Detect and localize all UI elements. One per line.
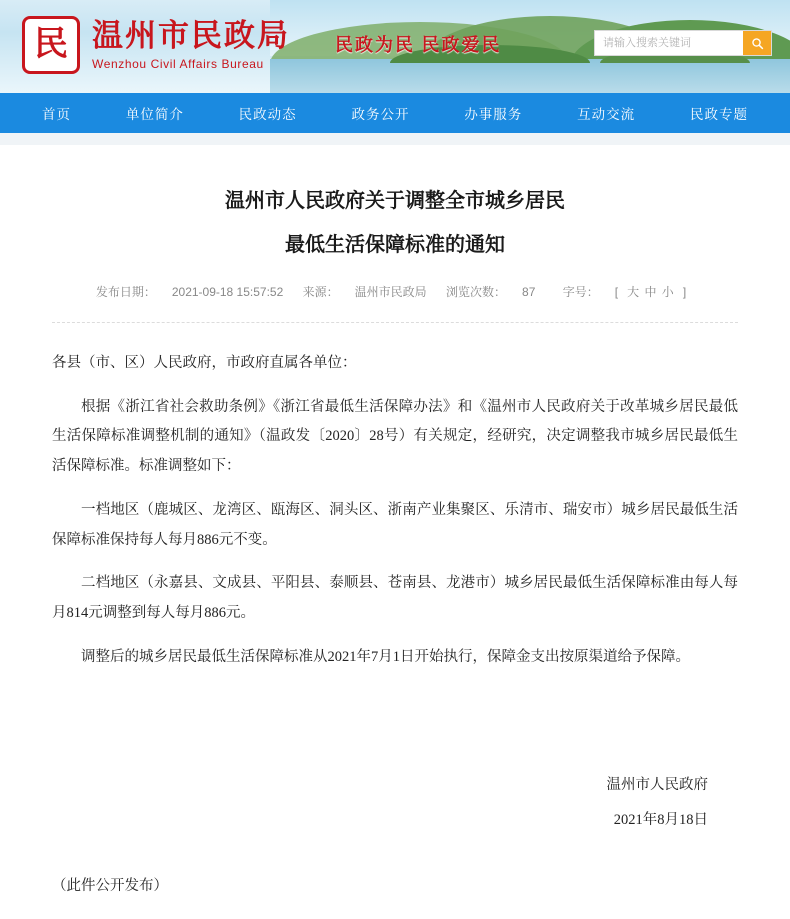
article-paragraph-salutation: 各县（市、区）人民政府，市政府直属各单位： bbox=[52, 355, 357, 371]
signature-date: 2021年8月18日 bbox=[613, 812, 708, 829]
meta-divider bbox=[52, 322, 738, 323]
font-size-bracket-open: [ bbox=[614, 285, 619, 299]
nav-item-about[interactable]: 单位简介 bbox=[125, 107, 184, 122]
emblem-glyph: 民 bbox=[34, 26, 68, 63]
nav-item-news[interactable]: 民政动态 bbox=[238, 107, 297, 122]
article-paragraph-basis: 根据《浙江省社会救助条例》《浙江省最低生活保障办法》和《温州市人民政府关于改革城乡居民最低生活保障标准调整机制的通知》（温政发〔2020〕28号）有关规定，经研究，决定调整我市城乡居民最低生活保障标准。标准调整如下： bbox=[52, 398, 738, 475]
civil-affairs-emblem-icon bbox=[22, 16, 80, 74]
article-paragraph-tier-2: 二档地区（永嘉县、文成县、平阳县、泰顺县、苍南县、龙港市）城乡居民最低生活保障标准由每人每月814元调整到每人每月886元。 bbox=[52, 575, 738, 622]
logo-title-cn: 温州市民政局 bbox=[92, 18, 290, 54]
source-label: 来源： bbox=[302, 285, 339, 299]
search-box[interactable] bbox=[594, 30, 772, 56]
search-input[interactable] bbox=[595, 31, 743, 55]
font-size-bracket-close: ] bbox=[682, 285, 687, 299]
search-button[interactable] bbox=[743, 31, 771, 55]
logo-text-block bbox=[92, 19, 290, 70]
views-count: 87 bbox=[522, 285, 536, 299]
article-content bbox=[52, 349, 738, 672]
article-paragraph-effective-date: 调整后的城乡居民最低生活保障标准从2021年7月1日开始执行，保障金支出按原渠道给予保障。 bbox=[81, 648, 690, 665]
nav-item-services[interactable]: 办事服务 bbox=[464, 107, 523, 122]
page-title bbox=[52, 179, 738, 267]
nav-item-disclosure[interactable]: 政务公开 bbox=[351, 107, 410, 122]
article-signature-block bbox=[52, 768, 738, 838]
header-slogan: 民政为民 民政爱民 bbox=[335, 35, 502, 55]
nav-item-topics[interactable]: 民政专题 bbox=[689, 107, 748, 122]
page-title-line-2: 最低生活保障标准的通知 bbox=[285, 234, 505, 256]
font-size-label: 字号： bbox=[562, 285, 599, 299]
font-size-large-button[interactable]: 大 bbox=[627, 285, 640, 299]
site-logo[interactable] bbox=[22, 16, 290, 74]
search-icon bbox=[751, 37, 764, 50]
page-body bbox=[0, 133, 790, 919]
publish-date-label: 发布日期： bbox=[95, 285, 156, 299]
page-title-line-1: 温州市人民政府关于调整全市城乡居民 bbox=[225, 190, 565, 212]
nav-item-interaction[interactable]: 互动交流 bbox=[577, 107, 636, 122]
nav-item-home[interactable]: 首页 bbox=[42, 107, 71, 122]
source-value: 温州市民政局 bbox=[354, 285, 427, 299]
logo-title-en: Wenzhou Civil Affairs Bureau bbox=[92, 56, 264, 71]
article-meta bbox=[52, 283, 738, 300]
publish-date-value: 2021-09-18 15:57:52 bbox=[171, 285, 284, 299]
font-size-small-button[interactable]: 小 bbox=[661, 285, 674, 299]
font-size-control[interactable] bbox=[555, 285, 694, 299]
article-footnote: （此件公开发布） bbox=[52, 878, 168, 895]
banner-water bbox=[270, 59, 790, 93]
main-navigation bbox=[0, 93, 790, 133]
article-container bbox=[0, 145, 790, 919]
site-header bbox=[0, 0, 790, 93]
signature-issuer: 温州市人民政府 bbox=[606, 777, 708, 794]
views-label: 浏览次数： bbox=[446, 285, 507, 299]
font-size-medium-button[interactable]: 中 bbox=[644, 285, 657, 299]
article-paragraph-tier-1: 一档地区（鹿城区、龙湾区、瓯海区、洞头区、浙南产业集聚区、乐清市、瑞安市）城乡居民最低生活保障标准保持每人每月886元不变。 bbox=[52, 501, 738, 548]
